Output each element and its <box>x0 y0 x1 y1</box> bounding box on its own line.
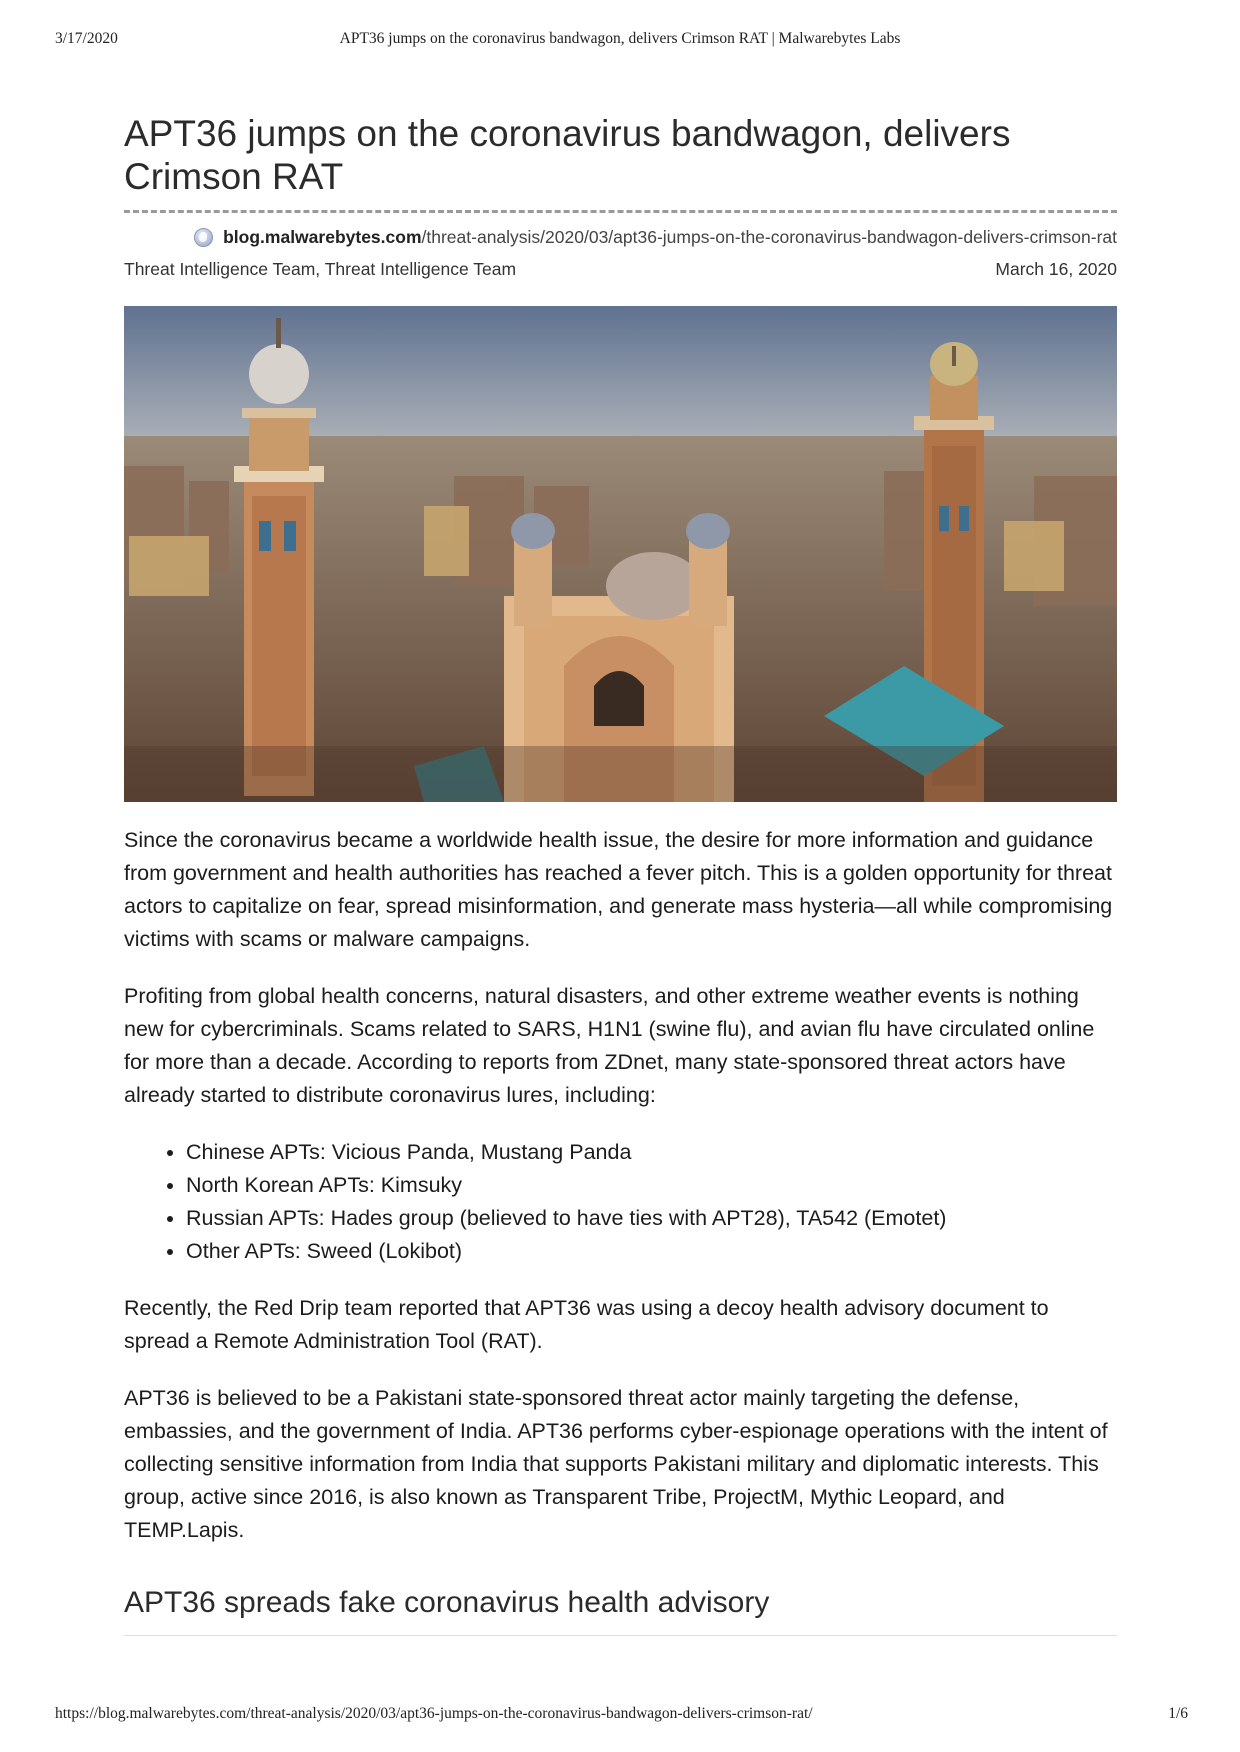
list-item: • Chinese APTs: Vicious Panda, Mustang Panda <box>186 1136 1117 1169</box>
article-body <box>124 824 1117 1636</box>
article-date: March 16, 2020 <box>995 259 1117 279</box>
paragraph-intro: Since the coronavirus became a worldwide health issue, the desire for more information and guidance from government and health authorities has reached a fever pitch. This is a golden opportunity for threat actors to capitalize on fear, spread misinformation, and generate mass hysteria—all while compromising victims with scams or malware campaigns. <box>124 828 1113 951</box>
mosque-cityscape-illustration <box>124 306 1117 802</box>
title-divider <box>124 210 1117 213</box>
globe-icon <box>194 228 213 247</box>
source-path[interactable]: /threat-analysis/2020/03/apt36-jumps-on-the-coronavirus-bandwagon-delivers-crimson-rat <box>421 226 1117 247</box>
apt-list <box>124 1136 1117 1268</box>
paragraph-red-drip: Recently, the Red Drip team reported that APT36 was using a decoy health advisory document to spread a Remote Administration Tool (RAT). <box>124 1296 1049 1353</box>
section-divider <box>124 1635 1117 1636</box>
paragraph-history: Profiting from global health concerns, natural disasters, and other extreme weather events is nothing new for cybercriminals. Scams related to SARS, H1N1 (swine flu), and avian flu have circulated online for more than a decade. According to reports from ZDnet, many state-sponsored threat actors have already started to distribute coronavirus lures, including: <box>124 984 1095 1107</box>
print-url: https://blog.malwarebytes.com/threat-analysis/2020/03/apt36-jumps-on-the-coronavirus-bandwagon-delivers-crimson-rat/ <box>55 1705 813 1722</box>
list-item: • North Korean APTs: Kimsuky <box>186 1169 1117 1202</box>
page-number: 1/6 <box>1168 1705 1188 1722</box>
article-meta <box>124 259 1117 283</box>
article-authors: Threat Intelligence Team, Threat Intelligence Team <box>124 259 517 279</box>
print-document-title: APT36 jumps on the coronavirus bandwagon, delivers Crimson RAT | Malwarebytes Labs <box>339 30 901 47</box>
print-footer <box>0 1705 1240 1729</box>
list-item: • Russian APTs: Hades group (believed to have ties with APT28), TA542 (Emotet) <box>186 1202 1117 1235</box>
print-date: 3/17/2020 <box>55 30 118 47</box>
hero-image <box>124 306 1117 802</box>
source-link[interactable] <box>124 225 1117 249</box>
paragraph-apt36: APT36 is believed to be a Pakistani state-sponsored threat actor mainly targeting the defense, embassies, and the government of India. APT36 performs cyber-espionage operations with the intent of collecting sensitive information from India that supports Pakistani military and diplomatic interests. This group, active since 2016, is also known as Transparent Tribe, ProjectM, Mythic Leopard, and TEMP.Lapis. <box>124 1386 1108 1542</box>
list-item: • Other APTs: Sweed (Lokibot) <box>186 1235 1117 1268</box>
print-header <box>0 30 1240 54</box>
section-heading: APT36 spreads fake coronavirus health advisory <box>124 1586 770 1619</box>
source-domain[interactable]: blog.malwarebytes.com <box>223 226 422 247</box>
article <box>124 112 1117 1636</box>
article-title: APT36 jumps on the coronavirus bandwagon, delivers Crimson RAT <box>124 113 1011 197</box>
